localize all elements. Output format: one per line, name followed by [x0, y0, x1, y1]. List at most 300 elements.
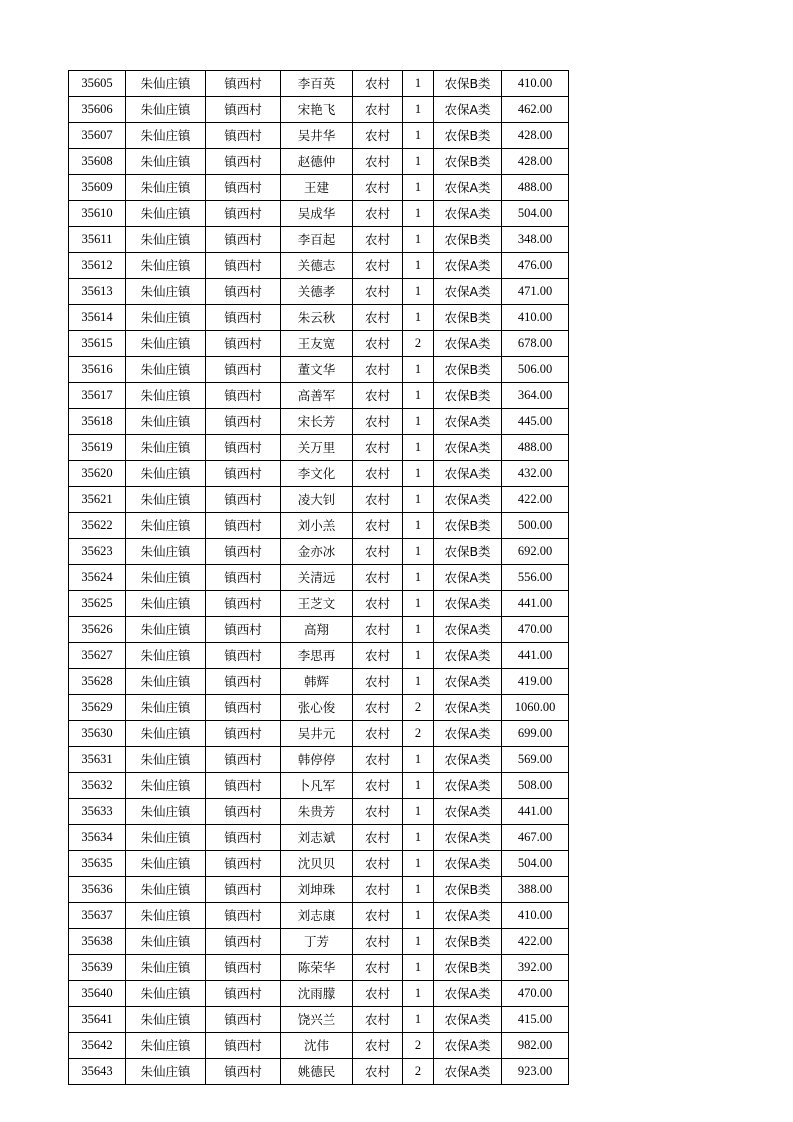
cell-household-type: 农村: [353, 175, 403, 201]
cell-town: 朱仙庄镇: [126, 955, 206, 981]
cell-name: 吴成华: [281, 201, 353, 227]
cell-name: 吴井华: [281, 123, 353, 149]
cell-id: 35614: [69, 305, 126, 331]
cell-amount: 508.00: [502, 773, 569, 799]
cell-name: 王友宽: [281, 331, 353, 357]
cell-town: 朱仙庄镇: [126, 539, 206, 565]
cell-village: 镇西村: [206, 981, 281, 1007]
cell-id: 35611: [69, 227, 126, 253]
cell-id: 35605: [69, 71, 126, 97]
cell-name: 王芝文: [281, 591, 353, 617]
cell-id: 35641: [69, 1007, 126, 1033]
cell-town: 朱仙庄镇: [126, 305, 206, 331]
cell-person-count: 2: [403, 1059, 434, 1085]
cell-household-type: 农村: [353, 539, 403, 565]
cell-name: 李百英: [281, 71, 353, 97]
cell-person-count: 1: [403, 565, 434, 591]
cell-name: 凌大钊: [281, 487, 353, 513]
cell-town: 朱仙庄镇: [126, 643, 206, 669]
cell-category: 农保B类: [434, 539, 502, 565]
cell-amount: 428.00: [502, 149, 569, 175]
cell-name: 关德孝: [281, 279, 353, 305]
cell-town: 朱仙庄镇: [126, 175, 206, 201]
cell-village: 镇西村: [206, 591, 281, 617]
cell-amount: 504.00: [502, 851, 569, 877]
cell-village: 镇西村: [206, 409, 281, 435]
cell-name: 王建: [281, 175, 353, 201]
cell-household-type: 农村: [353, 253, 403, 279]
cell-name: 刘志康: [281, 903, 353, 929]
table-row: [69, 1007, 569, 1033]
cell-town: 朱仙庄镇: [126, 903, 206, 929]
cell-amount: 432.00: [502, 461, 569, 487]
cell-name: 关万里: [281, 435, 353, 461]
cell-name: 沈贝贝: [281, 851, 353, 877]
cell-village: 镇西村: [206, 305, 281, 331]
cell-person-count: 1: [403, 227, 434, 253]
cell-village: 镇西村: [206, 1059, 281, 1085]
cell-person-count: 1: [403, 513, 434, 539]
table-row: [69, 617, 569, 643]
cell-amount: 467.00: [502, 825, 569, 851]
cell-town: 朱仙庄镇: [126, 721, 206, 747]
cell-village: 镇西村: [206, 513, 281, 539]
cell-town: 朱仙庄镇: [126, 669, 206, 695]
cell-name: 董文华: [281, 357, 353, 383]
cell-id: 35631: [69, 747, 126, 773]
cell-id: 35638: [69, 929, 126, 955]
cell-amount: 410.00: [502, 903, 569, 929]
cell-id: 35621: [69, 487, 126, 513]
cell-household-type: 农村: [353, 97, 403, 123]
cell-village: 镇西村: [206, 1033, 281, 1059]
cell-name: 李文化: [281, 461, 353, 487]
table-row: [69, 227, 569, 253]
cell-name: 宋长芳: [281, 409, 353, 435]
table-row: [69, 695, 569, 721]
cell-category: 农保A类: [434, 747, 502, 773]
cell-category: 农保B类: [434, 929, 502, 955]
cell-village: 镇西村: [206, 955, 281, 981]
table-row: [69, 747, 569, 773]
cell-amount: 428.00: [502, 123, 569, 149]
cell-town: 朱仙庄镇: [126, 851, 206, 877]
cell-household-type: 农村: [353, 643, 403, 669]
cell-person-count: 1: [403, 591, 434, 617]
cell-amount: 445.00: [502, 409, 569, 435]
cell-household-type: 农村: [353, 305, 403, 331]
cell-name: 张心俊: [281, 695, 353, 721]
cell-id: 35640: [69, 981, 126, 1007]
cell-village: 镇西村: [206, 331, 281, 357]
cell-id: 35628: [69, 669, 126, 695]
cell-category: 农保B类: [434, 123, 502, 149]
cell-person-count: 1: [403, 903, 434, 929]
cell-amount: 556.00: [502, 565, 569, 591]
cell-category: 农保A类: [434, 591, 502, 617]
cell-person-count: 1: [403, 851, 434, 877]
cell-household-type: 农村: [353, 825, 403, 851]
cell-village: 镇西村: [206, 695, 281, 721]
cell-name: 韩辉: [281, 669, 353, 695]
cell-village: 镇西村: [206, 851, 281, 877]
cell-amount: 422.00: [502, 929, 569, 955]
cell-amount: 569.00: [502, 747, 569, 773]
cell-category: 农保A类: [434, 409, 502, 435]
cell-id: 35606: [69, 97, 126, 123]
cell-household-type: 农村: [353, 955, 403, 981]
cell-household-type: 农村: [353, 981, 403, 1007]
cell-person-count: 1: [403, 929, 434, 955]
cell-town: 朱仙庄镇: [126, 565, 206, 591]
cell-town: 朱仙庄镇: [126, 981, 206, 1007]
table-body: [69, 71, 569, 1085]
cell-id: 35616: [69, 357, 126, 383]
cell-town: 朱仙庄镇: [126, 435, 206, 461]
cell-name: 李思再: [281, 643, 353, 669]
cell-id: 35637: [69, 903, 126, 929]
cell-name: 赵德仲: [281, 149, 353, 175]
cell-person-count: 1: [403, 435, 434, 461]
cell-id: 35639: [69, 955, 126, 981]
cell-town: 朱仙庄镇: [126, 773, 206, 799]
cell-town: 朱仙庄镇: [126, 877, 206, 903]
cell-household-type: 农村: [353, 227, 403, 253]
cell-person-count: 1: [403, 461, 434, 487]
cell-name: 陈荣华: [281, 955, 353, 981]
cell-village: 镇西村: [206, 435, 281, 461]
table-row: [69, 487, 569, 513]
table-row: [69, 851, 569, 877]
table-row: [69, 253, 569, 279]
table-row: [69, 97, 569, 123]
table-row: [69, 435, 569, 461]
cell-id: 35627: [69, 643, 126, 669]
cell-town: 朱仙庄镇: [126, 253, 206, 279]
cell-household-type: 农村: [353, 877, 403, 903]
cell-category: 农保B类: [434, 227, 502, 253]
table-row: [69, 331, 569, 357]
cell-amount: 500.00: [502, 513, 569, 539]
cell-town: 朱仙庄镇: [126, 331, 206, 357]
cell-person-count: 1: [403, 383, 434, 409]
cell-category: 农保A类: [434, 903, 502, 929]
cell-person-count: 1: [403, 877, 434, 903]
cell-category: 农保A类: [434, 565, 502, 591]
cell-id: 35635: [69, 851, 126, 877]
cell-household-type: 农村: [353, 773, 403, 799]
cell-village: 镇西村: [206, 253, 281, 279]
cell-town: 朱仙庄镇: [126, 71, 206, 97]
cell-village: 镇西村: [206, 747, 281, 773]
cell-amount: 410.00: [502, 305, 569, 331]
table-row: [69, 461, 569, 487]
cell-village: 镇西村: [206, 877, 281, 903]
cell-person-count: 1: [403, 305, 434, 331]
cell-person-count: 1: [403, 539, 434, 565]
cell-household-type: 农村: [353, 903, 403, 929]
table-row: [69, 643, 569, 669]
cell-town: 朱仙庄镇: [126, 201, 206, 227]
cell-village: 镇西村: [206, 149, 281, 175]
cell-category: 农保B类: [434, 383, 502, 409]
cell-name: 关清远: [281, 565, 353, 591]
cell-id: 35607: [69, 123, 126, 149]
cell-town: 朱仙庄镇: [126, 1007, 206, 1033]
cell-category: 农保B类: [434, 71, 502, 97]
cell-category: 农保A类: [434, 1059, 502, 1085]
table-row: [69, 669, 569, 695]
cell-amount: 982.00: [502, 1033, 569, 1059]
cell-village: 镇西村: [206, 799, 281, 825]
cell-id: 35629: [69, 695, 126, 721]
cell-town: 朱仙庄镇: [126, 591, 206, 617]
cell-amount: 422.00: [502, 487, 569, 513]
table-row: [69, 539, 569, 565]
cell-amount: 348.00: [502, 227, 569, 253]
cell-household-type: 农村: [353, 1007, 403, 1033]
cell-category: 农保A类: [434, 175, 502, 201]
cell-person-count: 1: [403, 149, 434, 175]
cell-person-count: 2: [403, 695, 434, 721]
table-row: [69, 357, 569, 383]
cell-town: 朱仙庄镇: [126, 461, 206, 487]
table-row: [69, 1033, 569, 1059]
cell-amount: 506.00: [502, 357, 569, 383]
cell-village: 镇西村: [206, 97, 281, 123]
table-row: [69, 929, 569, 955]
cell-village: 镇西村: [206, 227, 281, 253]
cell-amount: 388.00: [502, 877, 569, 903]
cell-village: 镇西村: [206, 903, 281, 929]
cell-person-count: 1: [403, 175, 434, 201]
table-row: [69, 1059, 569, 1085]
cell-amount: 392.00: [502, 955, 569, 981]
cell-town: 朱仙庄镇: [126, 97, 206, 123]
cell-household-type: 农村: [353, 357, 403, 383]
cell-person-count: 1: [403, 955, 434, 981]
cell-name: 刘坤珠: [281, 877, 353, 903]
cell-name: 高翔: [281, 617, 353, 643]
cell-person-count: 2: [403, 331, 434, 357]
cell-category: 农保B类: [434, 357, 502, 383]
cell-id: 35613: [69, 279, 126, 305]
cell-category: 农保A类: [434, 253, 502, 279]
cell-household-type: 农村: [353, 747, 403, 773]
cell-household-type: 农村: [353, 383, 403, 409]
cell-amount: 441.00: [502, 799, 569, 825]
cell-amount: 923.00: [502, 1059, 569, 1085]
cell-village: 镇西村: [206, 383, 281, 409]
cell-category: 农保A类: [434, 461, 502, 487]
table-row: [69, 903, 569, 929]
cell-village: 镇西村: [206, 175, 281, 201]
cell-person-count: 1: [403, 279, 434, 305]
cell-household-type: 农村: [353, 279, 403, 305]
cell-town: 朱仙庄镇: [126, 695, 206, 721]
cell-amount: 699.00: [502, 721, 569, 747]
cell-category: 农保A类: [434, 825, 502, 851]
cell-town: 朱仙庄镇: [126, 799, 206, 825]
cell-id: 35643: [69, 1059, 126, 1085]
cell-village: 镇西村: [206, 929, 281, 955]
cell-id: 35608: [69, 149, 126, 175]
table-row: [69, 721, 569, 747]
cell-person-count: 1: [403, 357, 434, 383]
cell-name: 饶兴兰: [281, 1007, 353, 1033]
cell-household-type: 农村: [353, 331, 403, 357]
cell-id: 35642: [69, 1033, 126, 1059]
cell-person-count: 1: [403, 825, 434, 851]
cell-name: 朱云秋: [281, 305, 353, 331]
cell-name: 沈雨朦: [281, 981, 353, 1007]
cell-amount: 441.00: [502, 643, 569, 669]
cell-household-type: 农村: [353, 513, 403, 539]
cell-id: 35633: [69, 799, 126, 825]
cell-category: 农保B类: [434, 149, 502, 175]
cell-town: 朱仙庄镇: [126, 149, 206, 175]
cell-village: 镇西村: [206, 617, 281, 643]
cell-category: 农保A类: [434, 851, 502, 877]
cell-amount: 471.00: [502, 279, 569, 305]
cell-amount: 470.00: [502, 981, 569, 1007]
cell-amount: 415.00: [502, 1007, 569, 1033]
cell-household-type: 农村: [353, 799, 403, 825]
cell-town: 朱仙庄镇: [126, 123, 206, 149]
cell-village: 镇西村: [206, 773, 281, 799]
cell-household-type: 农村: [353, 409, 403, 435]
cell-person-count: 1: [403, 487, 434, 513]
cell-category: 农保A类: [434, 773, 502, 799]
cell-name: 朱贵芳: [281, 799, 353, 825]
cell-amount: 441.00: [502, 591, 569, 617]
cell-id: 35632: [69, 773, 126, 799]
table-row: [69, 71, 569, 97]
cell-id: 35617: [69, 383, 126, 409]
cell-village: 镇西村: [206, 487, 281, 513]
cell-person-count: 1: [403, 669, 434, 695]
cell-category: 农保A类: [434, 97, 502, 123]
cell-town: 朱仙庄镇: [126, 825, 206, 851]
cell-person-count: 1: [403, 747, 434, 773]
cell-person-count: 1: [403, 97, 434, 123]
table-row: [69, 825, 569, 851]
cell-household-type: 农村: [353, 461, 403, 487]
cell-village: 镇西村: [206, 71, 281, 97]
cell-town: 朱仙庄镇: [126, 617, 206, 643]
cell-household-type: 农村: [353, 565, 403, 591]
cell-name: 韩停停: [281, 747, 353, 773]
cell-household-type: 农村: [353, 487, 403, 513]
cell-town: 朱仙庄镇: [126, 513, 206, 539]
cell-village: 镇西村: [206, 643, 281, 669]
cell-village: 镇西村: [206, 279, 281, 305]
cell-household-type: 农村: [353, 1033, 403, 1059]
cell-village: 镇西村: [206, 201, 281, 227]
cell-id: 35618: [69, 409, 126, 435]
cell-household-type: 农村: [353, 929, 403, 955]
cell-village: 镇西村: [206, 565, 281, 591]
cell-category: 农保A类: [434, 201, 502, 227]
table-row: [69, 201, 569, 227]
cell-amount: 1060.00: [502, 695, 569, 721]
cell-amount: 476.00: [502, 253, 569, 279]
cell-town: 朱仙庄镇: [126, 383, 206, 409]
cell-town: 朱仙庄镇: [126, 929, 206, 955]
cell-household-type: 农村: [353, 591, 403, 617]
cell-id: 35636: [69, 877, 126, 903]
cell-id: 35620: [69, 461, 126, 487]
cell-name: 宋艳飞: [281, 97, 353, 123]
cell-category: 农保B类: [434, 955, 502, 981]
cell-village: 镇西村: [206, 539, 281, 565]
cell-amount: 504.00: [502, 201, 569, 227]
cell-category: 农保A类: [434, 331, 502, 357]
cell-id: 35634: [69, 825, 126, 851]
cell-category: 农保A类: [434, 279, 502, 305]
cell-category: 农保A类: [434, 695, 502, 721]
cell-town: 朱仙庄镇: [126, 747, 206, 773]
cell-category: 农保B类: [434, 513, 502, 539]
cell-person-count: 2: [403, 721, 434, 747]
beneficiary-table: [68, 70, 569, 1085]
cell-id: 35630: [69, 721, 126, 747]
cell-id: 35626: [69, 617, 126, 643]
cell-household-type: 农村: [353, 721, 403, 747]
table-row: [69, 799, 569, 825]
cell-id: 35623: [69, 539, 126, 565]
cell-household-type: 农村: [353, 1059, 403, 1085]
cell-category: 农保A类: [434, 617, 502, 643]
cell-category: 农保A类: [434, 487, 502, 513]
cell-household-type: 农村: [353, 201, 403, 227]
cell-person-count: 1: [403, 253, 434, 279]
cell-household-type: 农村: [353, 851, 403, 877]
cell-household-type: 农村: [353, 71, 403, 97]
cell-name: 姚德民: [281, 1059, 353, 1085]
cell-town: 朱仙庄镇: [126, 1059, 206, 1085]
table-row: [69, 877, 569, 903]
cell-person-count: 1: [403, 981, 434, 1007]
cell-village: 镇西村: [206, 123, 281, 149]
cell-name: 刘小羔: [281, 513, 353, 539]
cell-person-count: 1: [403, 799, 434, 825]
cell-id: 35615: [69, 331, 126, 357]
cell-name: 高善军: [281, 383, 353, 409]
cell-town: 朱仙庄镇: [126, 227, 206, 253]
cell-category: 农保A类: [434, 669, 502, 695]
cell-amount: 410.00: [502, 71, 569, 97]
cell-person-count: 1: [403, 643, 434, 669]
cell-name: 金亦冰: [281, 539, 353, 565]
table-row: [69, 175, 569, 201]
cell-amount: 488.00: [502, 175, 569, 201]
cell-category: 农保A类: [434, 435, 502, 461]
cell-category: 农保A类: [434, 643, 502, 669]
table-row: [69, 773, 569, 799]
cell-household-type: 农村: [353, 669, 403, 695]
cell-name: 卜凡军: [281, 773, 353, 799]
table-row: [69, 123, 569, 149]
table-row: [69, 383, 569, 409]
cell-village: 镇西村: [206, 721, 281, 747]
table-row: [69, 565, 569, 591]
cell-village: 镇西村: [206, 1007, 281, 1033]
cell-village: 镇西村: [206, 461, 281, 487]
cell-person-count: 1: [403, 201, 434, 227]
table-row: [69, 149, 569, 175]
cell-village: 镇西村: [206, 357, 281, 383]
